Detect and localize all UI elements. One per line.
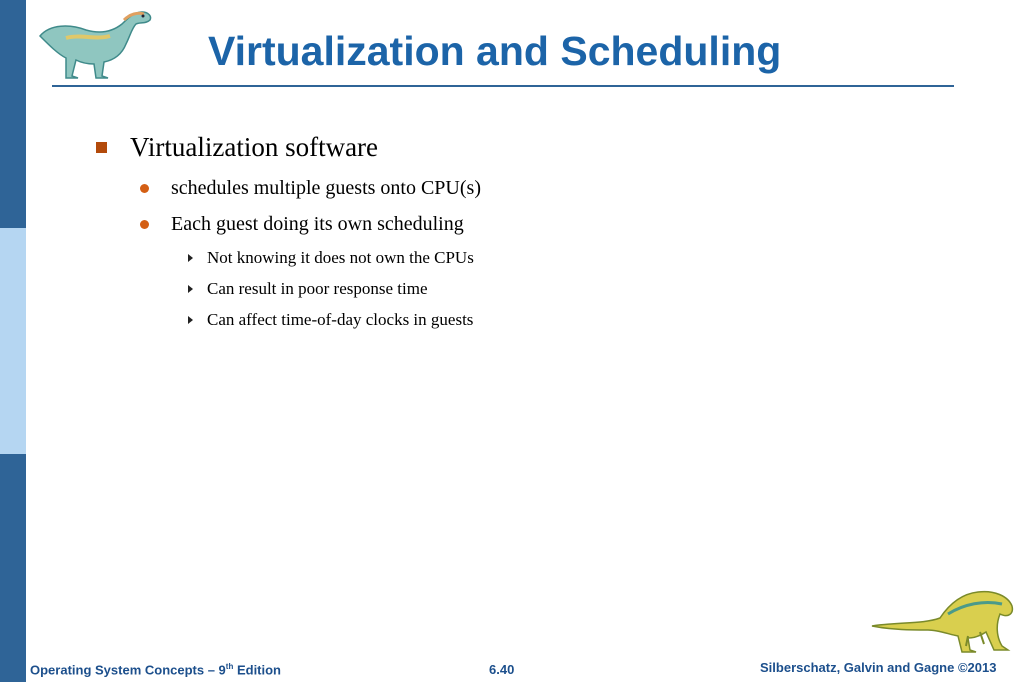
footer-book-name: Operating System Concepts – 9 xyxy=(30,662,226,678)
dinosaur-logo-top-icon xyxy=(36,6,156,84)
bullet-text: Can affect time-of-day clocks in guests xyxy=(207,310,474,329)
dinosaur-logo-bottom-icon xyxy=(868,584,1018,656)
square-bullet-icon xyxy=(96,142,107,153)
triangle-bullet-icon xyxy=(188,316,193,324)
footer-edition-superscript: th xyxy=(225,662,234,671)
bullet-text: Each guest doing its own scheduling xyxy=(171,213,464,235)
left-accent-bar xyxy=(0,0,26,682)
bullet-text: schedules multiple guests onto CPU(s) xyxy=(171,177,481,199)
footer-book-title xyxy=(30,662,281,677)
title-divider xyxy=(52,85,954,87)
triangle-bullet-icon xyxy=(188,285,193,293)
footer-page-number: 6.40 xyxy=(489,662,515,677)
bullet-text: Can result in poor response time xyxy=(207,279,428,298)
slide-title: Virtualization and Scheduling xyxy=(208,28,782,74)
triangle-bullet-icon xyxy=(188,254,193,262)
footer-copyright: Silberschatz, Galvin and Gagne ©2013 xyxy=(760,660,997,675)
round-bullet-icon xyxy=(140,220,149,229)
round-bullet-icon xyxy=(140,184,149,193)
left-accent-bar-highlight xyxy=(0,228,26,454)
bullet-text: Not knowing it does not own the CPUs xyxy=(207,248,474,267)
footer-edition-word: Edition xyxy=(233,662,282,678)
bullet-text: Virtualization software xyxy=(130,132,379,162)
